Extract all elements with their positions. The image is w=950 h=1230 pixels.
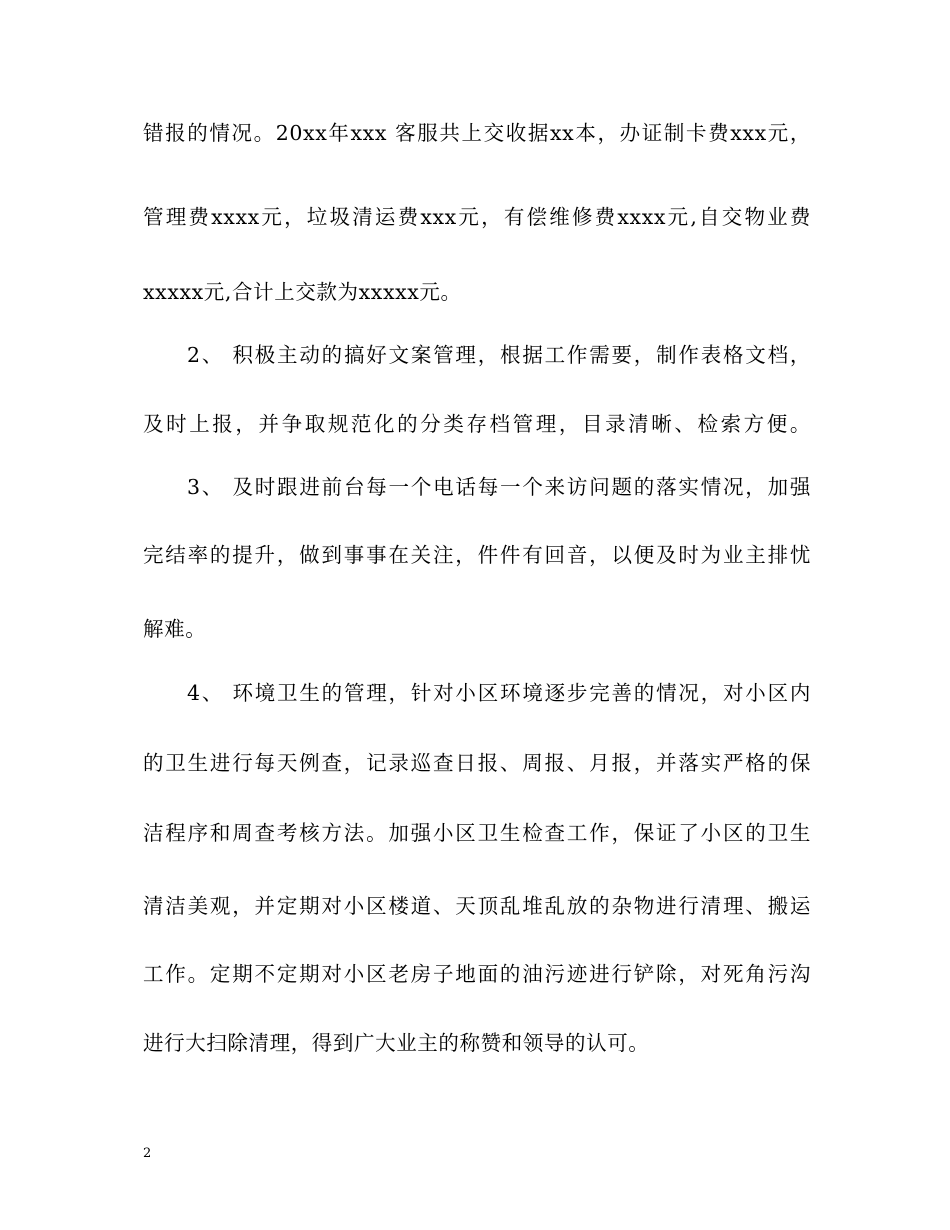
- text-line: 4、 环境卫生的管理，针对小区环境逐步完善的情况，对小区内: [187, 681, 811, 705]
- text-line: 解难。: [143, 617, 207, 641]
- text-line: 及时上报，并争取规范化的分类存档管理，目录清晰、检索方便。: [143, 412, 811, 436]
- text-line: 进行大扫除清理，得到广大业主的称赞和领导的认可。: [143, 1031, 650, 1055]
- text-line: 清洁美观，并定期对小区楼道、天顶乱堆乱放的杂物进行清理、搬运: [143, 894, 811, 918]
- text-line: xxxxx元,合计上交款为xxxxx元。: [143, 280, 462, 304]
- text-line: 3、 及时跟进前台每一个电话每一个来访问题的落实情况，加强: [187, 475, 811, 499]
- text-line: 工作。定期不定期对小区老房子地面的油污迹进行铲除，对死角污沟: [143, 962, 811, 986]
- text-line: 2、 积极主动的搞好文案管理，根据工作需要，制作表格文档，: [187, 343, 811, 367]
- text-line: 管理费xxxx元，垃圾清运费xxx元，有偿维修费xxxx元,自交物业费: [143, 205, 811, 229]
- text-line: 错报的情况。20xx年xxx 客服共上交收据xx本，办证制卡费xxx元，: [143, 121, 811, 145]
- text-line: 完结率的提升，做到事事在关注，件件有回音，以便及时为业主排忧: [143, 543, 811, 567]
- text-line: 洁程序和周查考核方法。加强小区卫生检查工作，保证了小区的卫生: [143, 821, 811, 845]
- text-line: 的卫生进行每天例查，记录巡查日报、周报、月报，并落实严格的保: [143, 751, 811, 775]
- page-number: 2: [143, 1146, 152, 1161]
